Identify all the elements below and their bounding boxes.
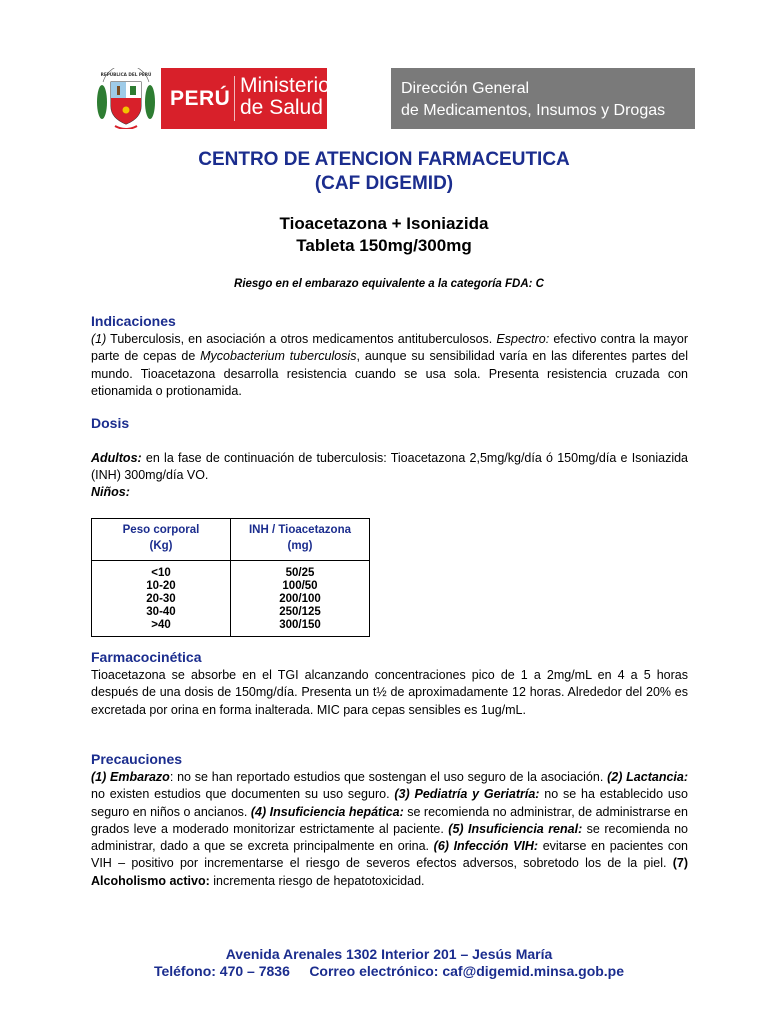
dose-cell: 300/150 — [279, 619, 321, 631]
organism-name: Mycobacterium tuberculosis — [200, 349, 357, 364]
precaucion-alcoholismo-label: (7) Alcoholismo activo: — [91, 856, 688, 888]
weight-cell: 20-30 — [146, 593, 176, 605]
indicaciones-text-3: , aunque su sensibilidad varía en las diferentes partes del mundo. Tioacetazona desarrolla resistencia cuando se usa sola. Presenta resistencia cruzada con etionamida o protionamida. — [91, 349, 689, 398]
precaucion-vih-text: evitarse en pacientes con VIH – positivo por incrementarse el riesgo de severos efectos adversos, sobretodo los de la piel. — [91, 839, 688, 871]
page-title-line-1: CENTRO DE ATENCION FARMACEUTICA — [198, 149, 570, 170]
adultos-label: Adultos: — [91, 451, 142, 465]
precaucion-renal-text: se recomienda no administrar, dado a que se excreta principalmente en orina. — [91, 821, 688, 854]
logo-divider — [234, 76, 235, 121]
ministry-line-2: de Salud — [240, 96, 323, 119]
precaucion-lactancia-text: no existen estudios que documenten su uso seguro. — [91, 787, 395, 802]
direction-banner — [391, 68, 695, 129]
precaucion-embarazo-label: (1) Embarazo — [91, 770, 170, 784]
table-header-weight — [92, 519, 231, 561]
indicaciones-number: (1) — [91, 332, 107, 346]
weight-header-line-1: Peso corporal — [122, 524, 200, 536]
adultos-text: en la fase de continuación de tuberculosis: Tioacetazona 2,5mg/kg/día ó 150mg/día e Isoniazida (INH) 300mg/día VO. — [91, 451, 688, 483]
precaucion-hepatica-text: se recomienda no administrar, de administrarse en grados leve a moderado monitorizar estrictamente al paciente. — [91, 804, 688, 836]
dose-cell: 50/25 — [285, 567, 315, 579]
direction-line-1: Dirección General — [401, 80, 530, 97]
farmacocinetica-text: Tioacetazona se absorbe en el TGI alcanzando concentraciones pico de 1 a 2mg/mL en 4 a 5 horas después de una dosis de 150mg/día. Presenta un t½ de aproximadamente 12 horas. Alrededor del 20% es excretada por orina en forma inalterada. MIC para cepas sensibles es 1ug/mL. — [91, 668, 688, 717]
pediatric-dose-table — [91, 518, 370, 637]
indicaciones-text — [91, 331, 688, 400]
dose-cell: 250/125 — [279, 606, 321, 618]
table-header-row — [92, 519, 370, 561]
espectro-label: Espectro: — [496, 332, 550, 346]
footer-contact: Teléfono: 470 – 7836 Correo electrónico: caf@digemid.minsa.gob.pe — [153, 963, 625, 979]
table-body-row — [92, 561, 370, 637]
peru-ministerio-logo — [161, 68, 330, 129]
page-title-line-2: (CAF DIGEMID) — [314, 173, 454, 194]
weight-cell: <10 — [151, 567, 171, 579]
precaucion-alcoholismo-text: incrementa riesgo de hepatotoxicidad. — [209, 873, 425, 888]
dosis-adultos — [91, 450, 688, 485]
precauciones-heading: Precauciones — [91, 751, 183, 767]
weight-header-line-2: (Kg) — [149, 540, 173, 552]
direction-name — [401, 78, 665, 122]
drug-name: Tioacetazona + Isoniazida — [279, 214, 489, 233]
direction-line-2: de Medicamentos, Insumos y Drogas — [401, 102, 666, 119]
weight-cell: >40 — [151, 619, 171, 631]
dosis-heading: Dosis — [91, 415, 130, 431]
dose-column — [231, 561, 370, 637]
indicaciones-text-1: Tuberculosis, en asociación a otros medicamentos antituberculosos. — [106, 332, 497, 346]
country-label: PERÚ — [170, 87, 231, 110]
dose-cell: 200/100 — [279, 593, 321, 605]
table-header-dose — [231, 519, 370, 561]
precaucion-renal-label: (5) Insuficiencia renal: — [448, 821, 583, 836]
ministry-name — [240, 75, 330, 119]
drug-form: Tableta 150mg/300mg — [296, 236, 472, 255]
page-header — [95, 68, 695, 129]
pregnancy-risk: Riesgo en el embarazo equivalente a la categoría FDA: C — [234, 278, 544, 290]
precaucion-lactancia-label: (2) Lactancia: — [607, 770, 688, 784]
weight-cell: 30-40 — [146, 606, 176, 618]
dose-header-line-2: (mg) — [287, 540, 313, 552]
weight-cell: 10-20 — [146, 580, 176, 592]
indicaciones-heading: Indicaciones — [91, 313, 176, 329]
precaucion-pediatria-text: no se ha establecido uso seguro en niños o ancianos. — [91, 787, 688, 819]
peru-coat-of-arms-icon — [95, 68, 157, 129]
dose-cell: 100/50 — [282, 580, 318, 592]
precaucion-hepatica-label: (4) Insuficiencia hepática: — [250, 804, 404, 819]
farmacocinetica-heading: Farmacocinética — [91, 649, 202, 665]
dose-header-line-1: INH / Tioacetazona — [248, 524, 352, 536]
shield-caption: REPÚBLICA DEL PERÚ — [100, 72, 152, 77]
precaucion-pediatria-label: (3) Pediatría y Geriatría: — [394, 787, 540, 802]
footer-address: Avenida Arenales 1302 Interior 201 – Jesús María — [225, 946, 553, 962]
weight-column — [92, 561, 231, 637]
indicaciones-text-2: efectivo contra la mayor parte de cepas de — [91, 332, 688, 364]
precaucion-vih-label: (6) Infección VIH: — [433, 839, 539, 854]
ministry-line-1: Ministerio — [240, 74, 330, 97]
ninos-label: Niños: — [91, 485, 130, 499]
precaucion-embarazo-text: : no se han reportado estudios que sostengan el uso seguro de la asociación. — [169, 770, 608, 784]
precauciones-text — [91, 769, 688, 890]
